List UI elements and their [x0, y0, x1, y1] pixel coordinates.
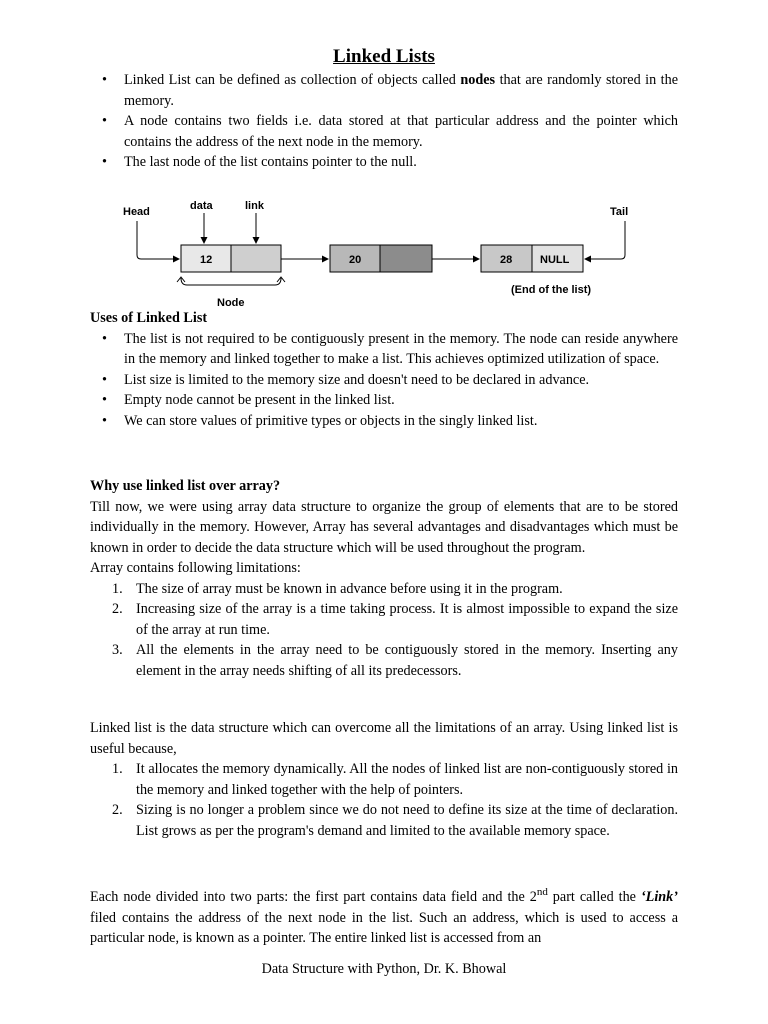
array-limits-list: [90, 579, 678, 682]
page-footer: Data Structure with Python, Dr. K. Bhowal: [261, 961, 507, 977]
node-2-value: 20: [349, 254, 362, 266]
node-1-link-cell: [231, 245, 281, 272]
list-item: • The list is not required to be contiguously present in the memory. The node can reside anywhere in the memory and linked together to make a list. This achieves optimized utilization of space.: [90, 329, 678, 370]
end-of-list-label: (End of the list): [511, 284, 592, 296]
list-item: 1. The size of array must be known in advance before using it in the program.: [112, 580, 563, 597]
page-title: Linked Lists: [333, 46, 435, 67]
list-item: 2. Increasing size of the array is a time taking process. It is almost impossible to expand the size of the array at run time.: [112, 601, 678, 638]
node-2-link-cell: [380, 245, 432, 272]
list-item: • The last node of the list contains pointer to the null.: [90, 152, 678, 173]
data-label: data: [190, 200, 213, 212]
list-item: 1. It allocates the memory dynamically. All the nodes of linked list are non-contiguously stored in the memory and linked together with the help of pointers.: [112, 761, 678, 798]
why-section: [90, 476, 678, 681]
node-label: Node: [217, 297, 245, 309]
node-3-value: 28: [500, 254, 513, 266]
node-parts-section: [90, 887, 678, 949]
tail-label: Tail: [610, 206, 629, 218]
null-text: NULL: [540, 254, 570, 266]
list-item: • We can store values of primitive types or objects in the singly linked list.: [90, 411, 678, 432]
list-item: • List size is limited to the memory size and doesn't need to be declared in advance.: [90, 370, 678, 391]
intro-bullet-list: [90, 70, 678, 173]
why-paragraph: Till now, we were using array data structure to organize the group of elements that are to be stored individually in the memory. However, Array has several advantages and disadvantages which must be known in order to decide the data structure which will be used throughout the program.: [90, 498, 678, 556]
head-label: Head: [123, 206, 150, 218]
array-limits-intro: Array contains following limitations:: [90, 560, 301, 576]
uses-heading: Uses of Linked List: [90, 310, 208, 326]
benefits-list: [90, 759, 678, 841]
list-item: 2. Sizing is no longer a problem since we do not need to define its size at the time of declaration. List grows as per the program's demand and limited to the available memory space.: [112, 802, 678, 839]
intro-section: [90, 70, 678, 173]
link-label: link: [245, 200, 264, 212]
list-item: • Empty node cannot be present in the linked list.: [90, 390, 678, 411]
list-item: 3. All the elements in the array need to be contiguously stored in the memory. Inserting any element in the array needs shifting of all its predecessors.: [112, 642, 678, 679]
linked-list-diagram: [115, 193, 655, 313]
node-parts-paragraph: Each node divided into two parts: the first part contains data field and the 2nd part called the ‘Link’ filed contains the address of the next node in the list. Such an address, which is used to access a particular node, is known as a pointer. The entire linked list is accessed from an: [90, 886, 678, 946]
uses-bullet-list: [90, 329, 678, 432]
overcome-paragraph: Linked list is the data structure which can overcome all the limitations of an array. Using linked list is useful because,: [90, 720, 678, 757]
why-heading: Why use linked list over array?: [90, 478, 281, 494]
tail-arrow: [585, 221, 625, 259]
overcome-section: [90, 718, 678, 841]
list-item: • A node contains two fields i.e. data stored at that particular address and the pointer which contains the address of the next node in the memory.: [90, 111, 678, 152]
head-arrow: [137, 221, 179, 259]
node-brace: [181, 278, 281, 285]
node-1-value: 12: [200, 254, 213, 266]
uses-section: [90, 308, 678, 431]
list-item: • Linked List can be defined as collection of objects called nodes that are randomly stored in the memory.: [90, 70, 678, 111]
